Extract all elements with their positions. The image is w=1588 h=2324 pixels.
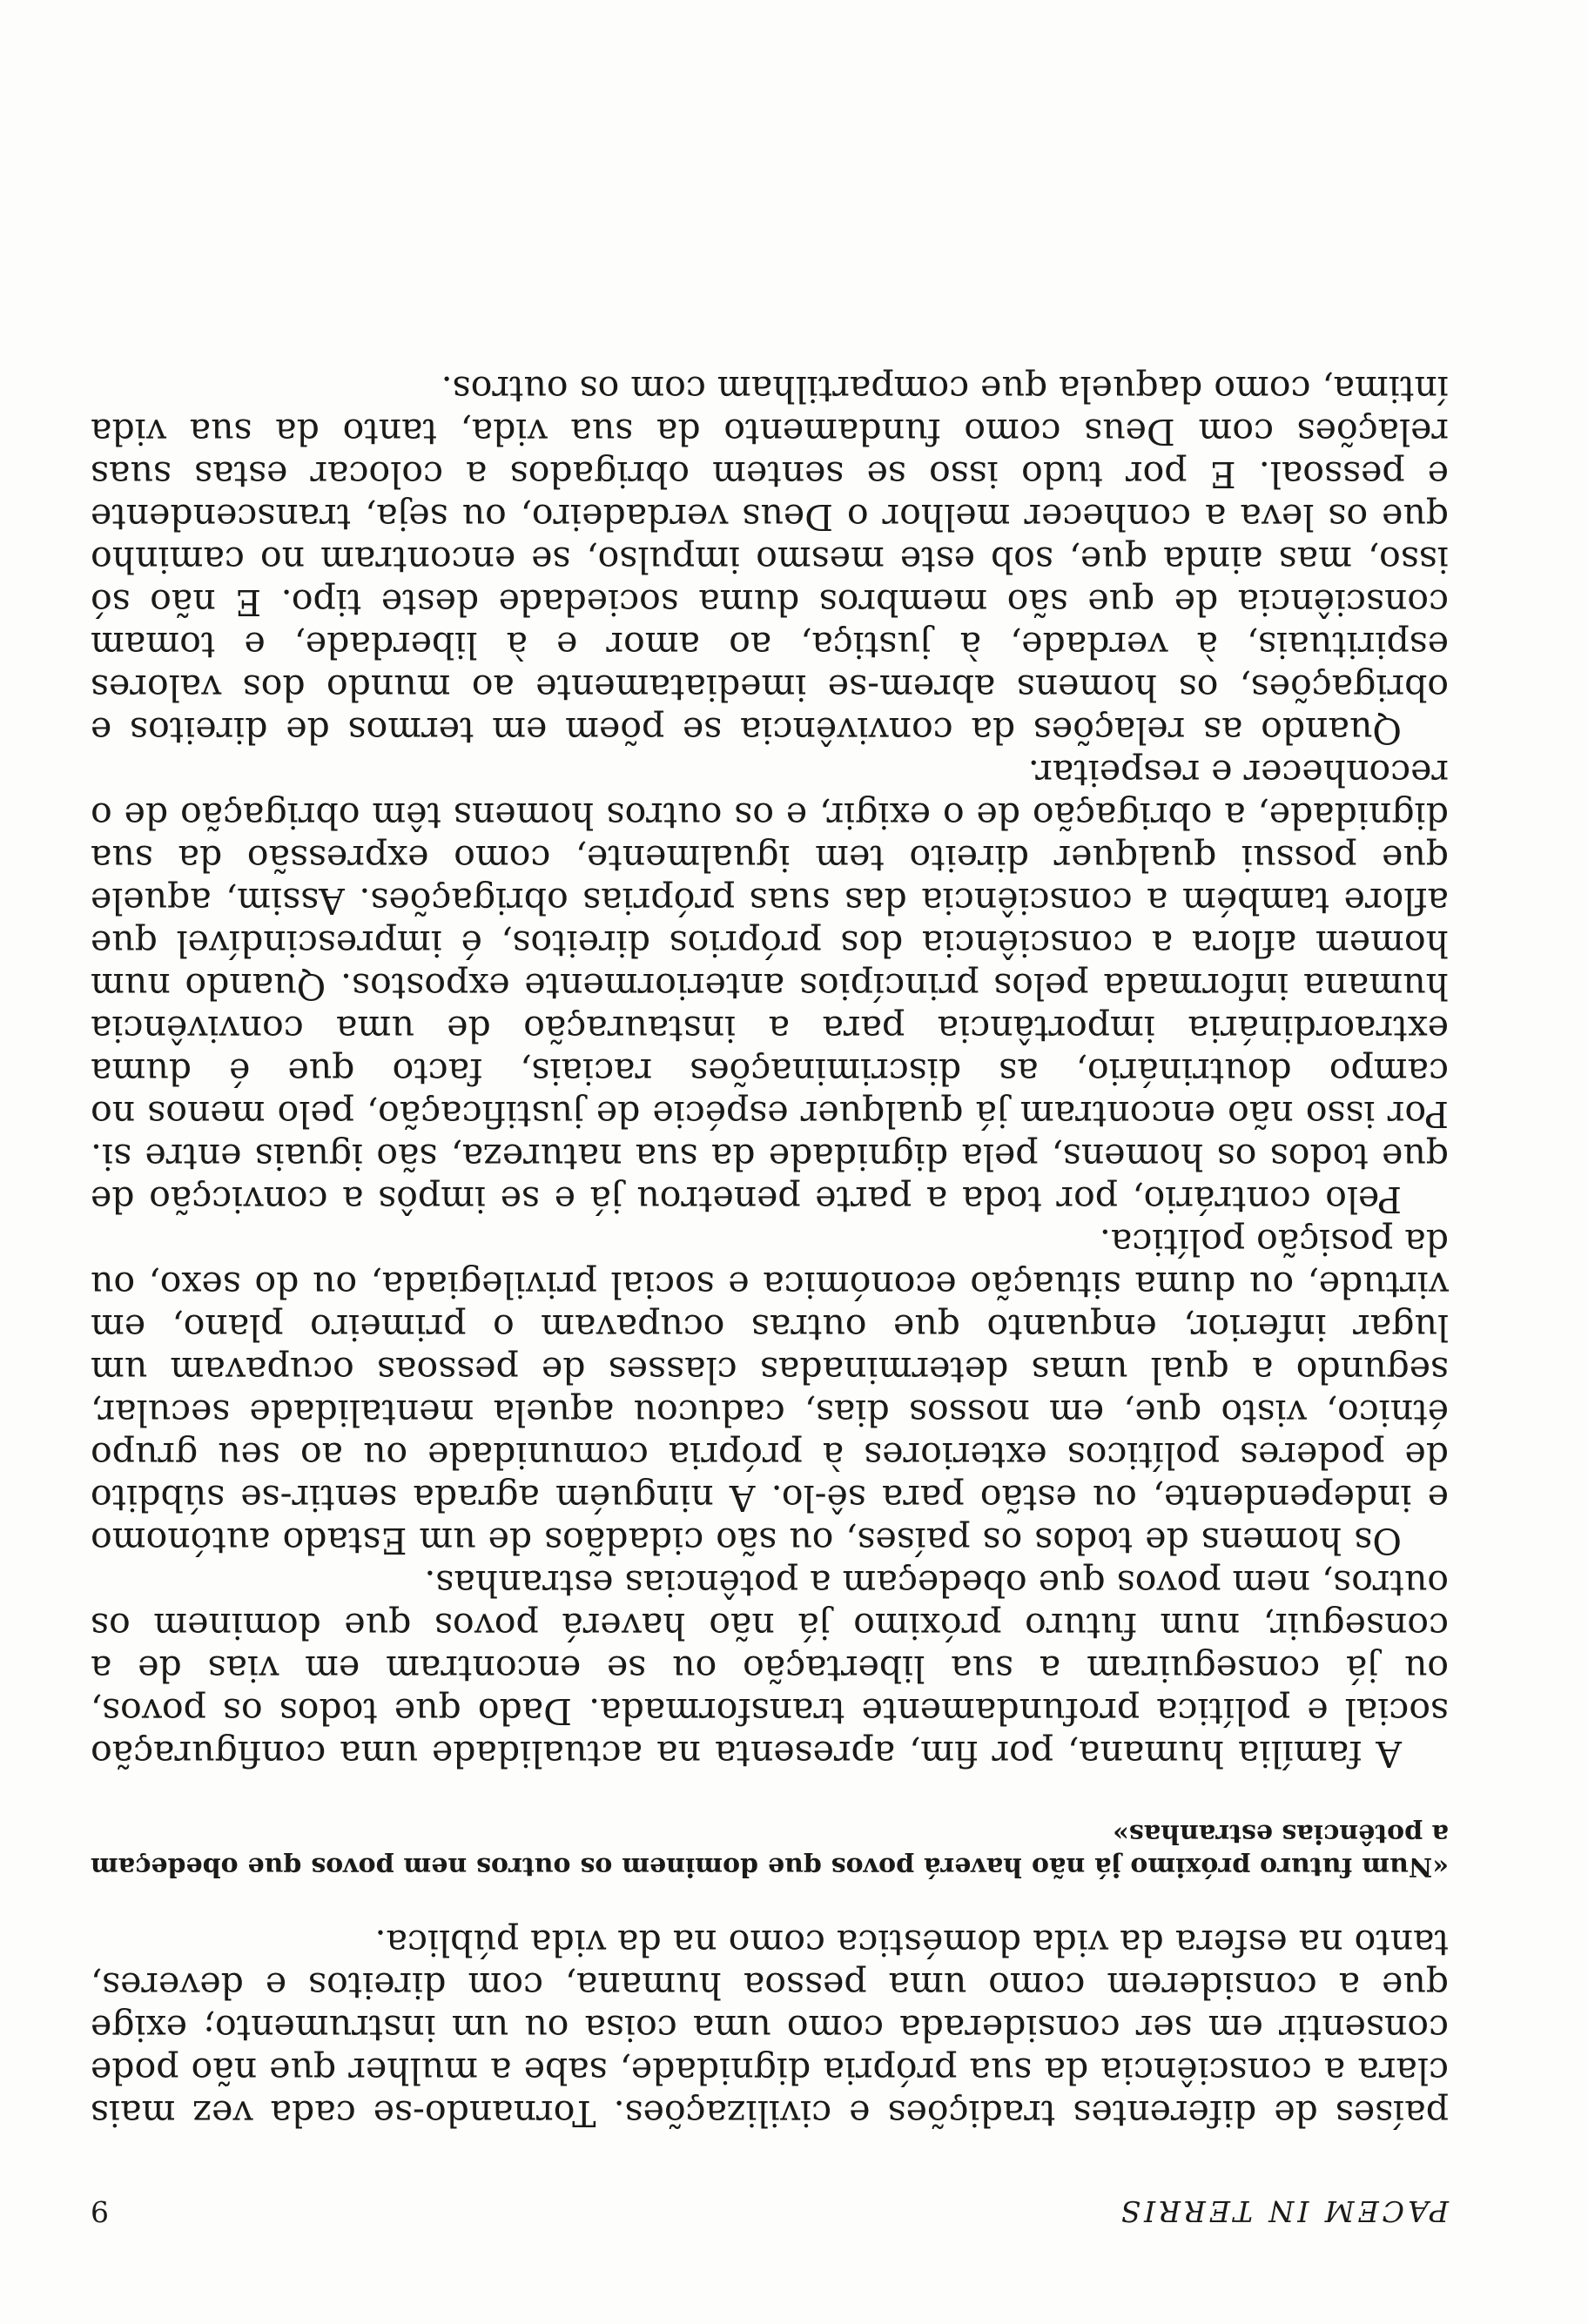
running-title: PACEM IN TERRIS [1117, 2194, 1449, 2228]
paragraph: Os homens de todos os países, ou são cidadãos de um Estado autónomo e independente, ou estão para sê-lo. A ninguém agrada sentir-se súbdito de poderes políticos exteriores à própria comunidade ou ao seu grupo étnico, visto que, em nossos dias, caducou aquela mentalidade secular, segundo a qual umas determinadas classes de pessoas ocupavam um lugar inferior, enquanto que outras ocupavam o primeiro plano, em virtude, ou duma situação económica e social privilegiada, ou do sexo, ou da posição política. [91, 1221, 1449, 1562]
text-column [91, 367, 1449, 2228]
paragraph: A família humana, por fim, apresenta na actualidade uma configuração social e política profundamente transformada. Dado que todos os povos, ou já conseguiram a sua libertação ou se encontram em vias de a conseguir, num futuro próximo já não haverá povos que dominem os outros, nem povos que obedeçam a potências estranhas. [91, 1562, 1449, 1775]
paragraph: países de diferentes tradições e civilizações. Tornando-se cada vez mais clara a consciência da sua própria dignidade, sabe a mulher que não pode consentir em ser considerada como uma coisa ou um instrumento; exige que a considerem como uma pessoa humana, com direitos e deveres, tanto na esfera da vida doméstica como na da vida pública. [91, 1922, 1449, 2134]
pull-quote: «Num futuro próximo já não haverá povos que dominem os outros nem povos que obedeçam a potências estranhas» [91, 1818, 1449, 1882]
paragraph: Quando as relações da convivência se põem em termos de direitos e obrigações, os homens abrem-se imediatamente ao mundo dos valores espirituais, à verdade, à justiça, ao amor e à liberdade, e tomam consciência de que são membros duma sociedade deste tipo. E não só isso, mas ainda que, sob este mesmo impulso, se encontram no caminho que os leva a conhecer melhor o Deus verdadeiro, ou seja, transcendente e pessoal. E por tudo isso se sentem obrigados a colocar estas suas relações com Deus como fundamento da sua vida, tanto da sua vida íntima, como daquela que compartilham com os outros. [91, 368, 1449, 751]
paragraph: Pelo contrário, por toda a parte penetrou já e se impôs a convicção de que todos os homens, pela dignidade da sua natureza, são iguais entre si. Por isso não encontram já qualquer espécie de justificação, pelo menos no campo doutrinário, as discriminações raciais, facto que é duma extraordinária importância para a instauração de uma convivência humana informada pelos princípios anteriormente expostos. Quando num homem aflora a consciência dos próprios direitos, é imprescindível que aflore também a consciência das suas próprias obrigações. Assim, aquele que possui qualquer direito tem igualmente, como expressão da sua dignidade, a obrigação de o exigir, e os outros homens têm obrigação de o reconhecer e respeitar. [91, 752, 1449, 1220]
page-header [91, 2167, 1449, 2228]
page-number: 9 [91, 2194, 109, 2228]
